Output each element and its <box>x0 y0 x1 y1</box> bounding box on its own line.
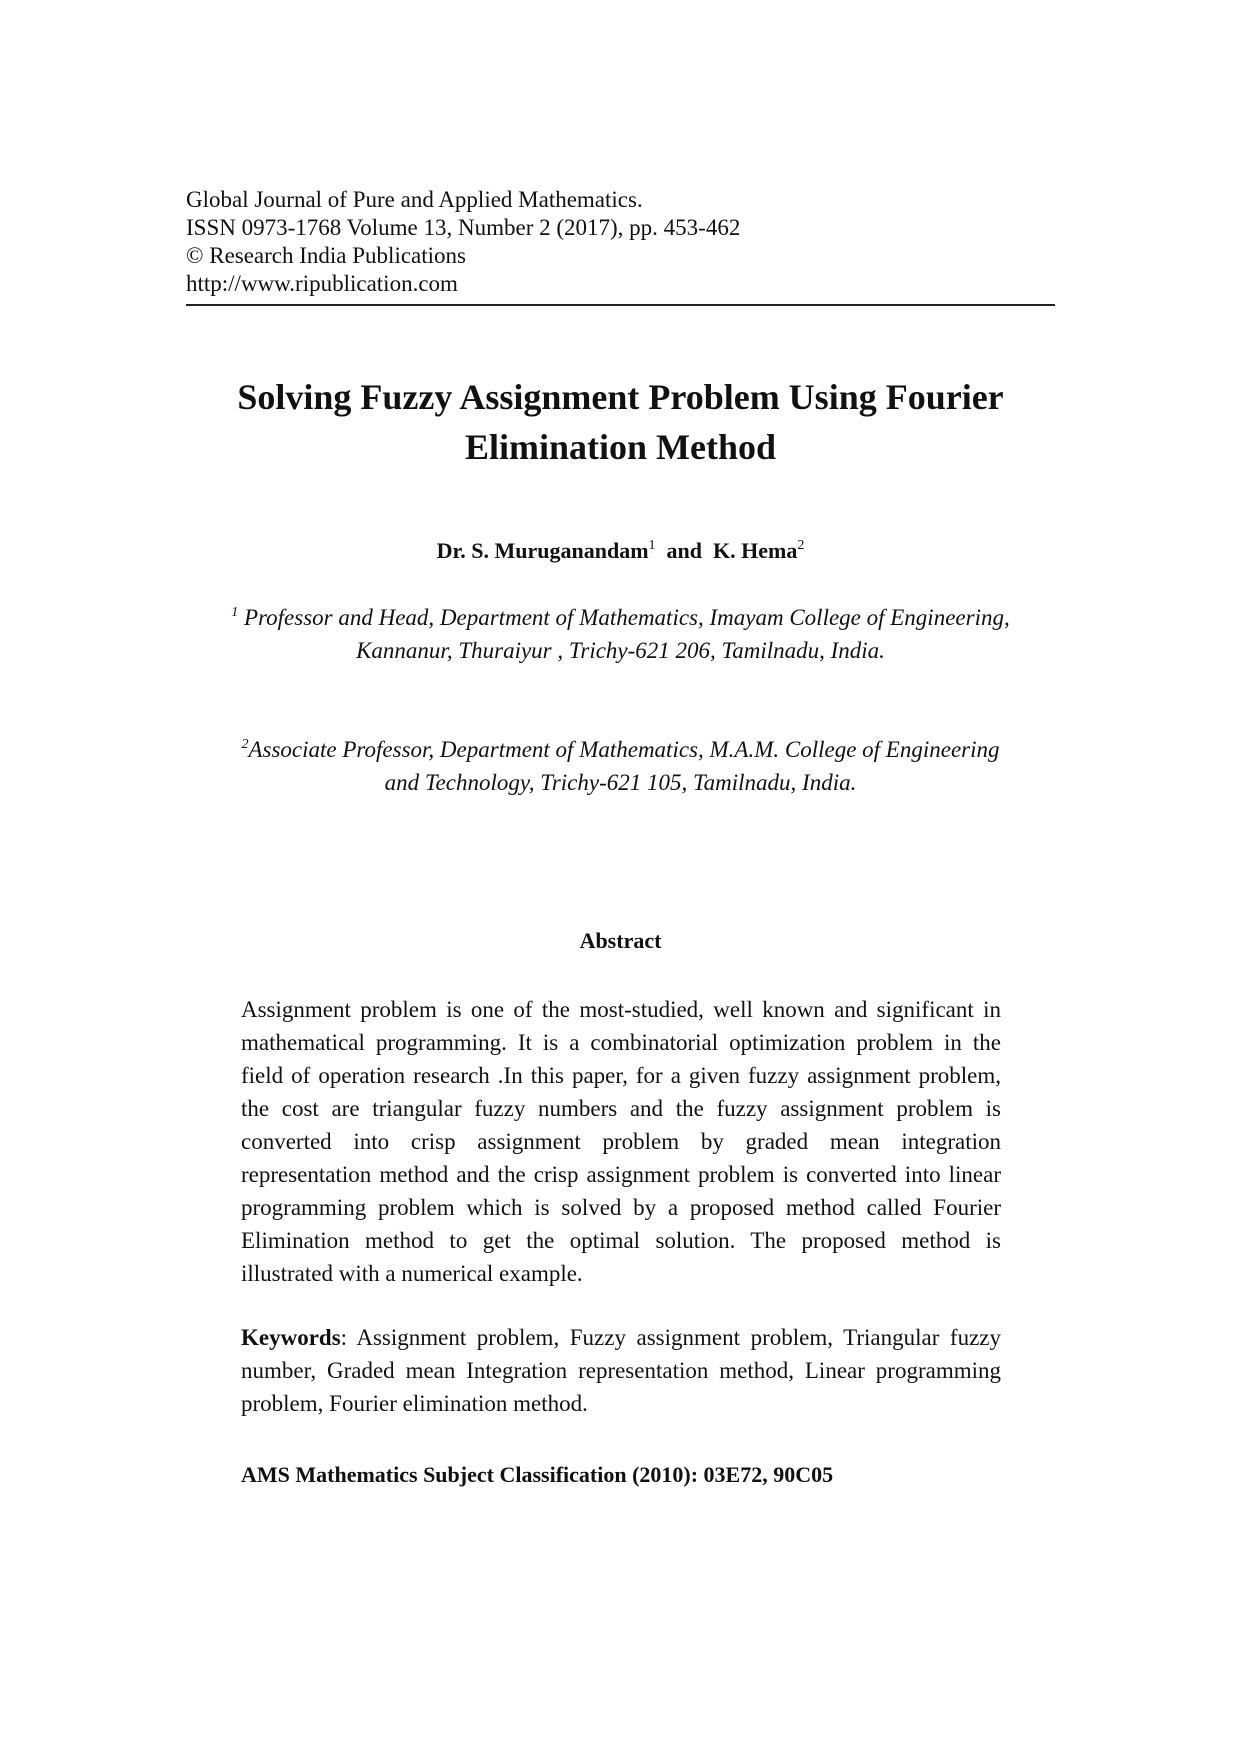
affiliation-2-line-2: and Technology, Trichy-621 105, Tamilnadu, India. <box>384 770 857 795</box>
affiliation-2-line-1: Associate Professor, Department of Mathematics, M.A.M. College of Engineering <box>248 737 1000 762</box>
affiliation-2-mark: 2 <box>241 737 249 752</box>
header-divider <box>186 304 1055 306</box>
journal-publisher: © Research India Publications <box>186 243 466 268</box>
paper-title <box>120 372 1121 472</box>
affiliation-1-line-1: Professor and Head, Department of Mathematics, Imayam College of Engineering, <box>244 605 1010 630</box>
journal-issn: ISSN 0973-1768 Volume 13, Number 2 (2017), pp. 453-462 <box>186 215 741 240</box>
keywords-text: : Assignment problem, Fuzzy assignment problem, Triangular fuzzy number, Graded mean Integration representation method, Linear programming problem, Fourier elimination method. <box>241 1325 1001 1416</box>
journal-name: Global Journal of Pure and Applied Mathematics. <box>186 187 643 212</box>
journal-header <box>186 186 1056 298</box>
keywords-label: Keywords <box>241 1325 341 1350</box>
ams-classification: AMS Mathematics Subject Classification (2010): 03E72, 90C05 <box>241 1462 834 1487</box>
author-1-affiliation-mark: 1 <box>648 538 656 553</box>
author-list <box>120 536 1121 566</box>
author-conjunction: and <box>666 538 703 563</box>
affiliation-1-line-2: Kannanur, Thuraiyur , Trichy-621 206, Tamilnadu, India. <box>356 638 885 663</box>
author-2-affiliation-mark: 2 <box>797 538 805 553</box>
author-1-name: Dr. S. Muruganandam <box>436 538 649 563</box>
affiliation-2 <box>160 733 1081 799</box>
abstract-heading: Abstract <box>579 928 662 953</box>
title-line-1: Solving Fuzzy Assignment Problem Using Fourier <box>237 377 1004 417</box>
affiliation-1-mark: 1 <box>231 605 239 620</box>
affiliation-1 <box>160 601 1081 667</box>
title-line-2: Elimination Method <box>464 427 777 467</box>
keywords-paragraph <box>241 1321 1001 1420</box>
journal-url[interactable]: http://www.ripublication.com <box>186 271 458 296</box>
abstract-text: Assignment problem is one of the most-studied, well known and significant in mathematical programming. It is a combinatorial optimization problem in the field of operation research .In this paper, for a given fuzzy assignment problem, the cost are triangular fuzzy numbers and the fuzzy assignment problem is converted into crisp assignment problem by graded mean integration representation method and the crisp assignment problem is converted into linear programming problem which is solved by a proposed method called Fourier Elimination method to get the optimal solution. The proposed method is illustrated with a numerical example. <box>241 997 1001 1286</box>
author-2-name: K. Hema <box>713 538 798 563</box>
